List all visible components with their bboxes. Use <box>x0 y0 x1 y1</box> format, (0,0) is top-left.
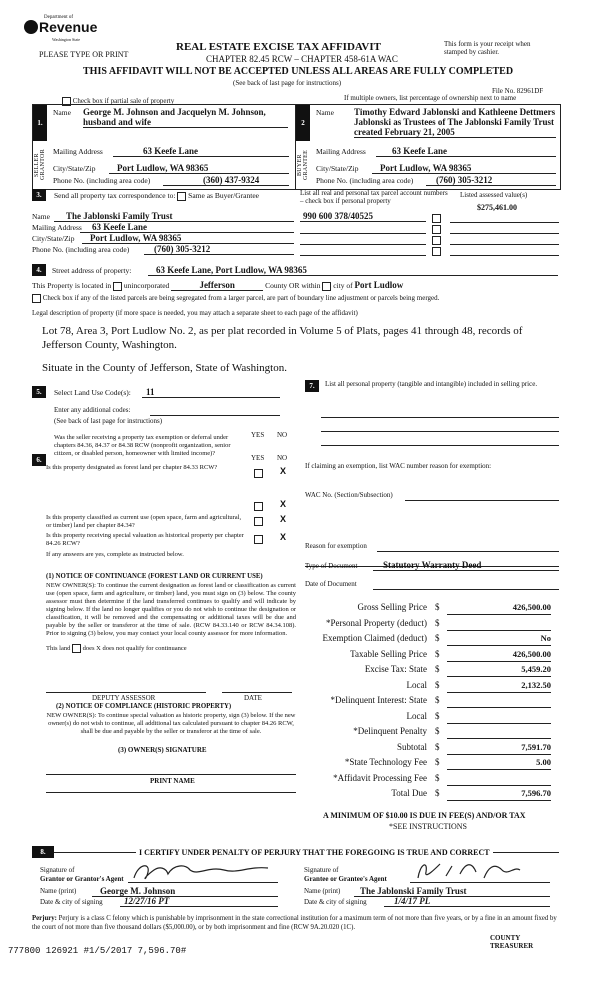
doc-date-field[interactable] <box>373 578 559 590</box>
county-field[interactable]: Jefferson <box>171 280 263 291</box>
buyer-phone-field[interactable]: (760) 305-3212 <box>426 175 556 186</box>
s5-no-mark[interactable]: X <box>280 466 287 476</box>
file-number: File No. 82961DF <box>492 87 544 95</box>
street-label: Street address of property: <box>52 266 132 275</box>
doc-date-label: Date of Document <box>305 580 357 588</box>
additional-codes-label: Enter any additional codes: <box>54 406 131 414</box>
currency-symbol: $ <box>435 679 440 690</box>
grantee-name-label: Name (print) <box>304 887 341 895</box>
exemption-tax-section <box>305 380 559 831</box>
tax-row-amount[interactable]: 2,132.50 <box>447 680 551 693</box>
segregated-label: Check box if any of the listed parcels are being segregated from a larger parcel, are part of boundary line adjustment or parcels being merged. <box>42 294 440 303</box>
reason-label: Reason for exemption <box>305 542 367 550</box>
additional-codes-field[interactable] <box>150 404 280 416</box>
corr-phone-label: Phone No. (including area code) <box>32 245 130 254</box>
location-row <box>32 280 403 291</box>
certify-statement: I CERTIFY UNDER PENALTY OF PERJURY THAT THE FOREGOING IS TRUE AND CORRECT <box>136 848 493 857</box>
logo-line2: Revenue <box>39 19 98 35</box>
see-back-label: (See back of last page for instructions) <box>54 417 163 425</box>
logo-emblem-icon <box>24 20 38 34</box>
correspondence-label-row <box>54 191 259 201</box>
parcel-checkbox-3[interactable] <box>432 235 441 245</box>
tax-row-amount[interactable] <box>447 618 551 631</box>
seller-phone-field[interactable]: (360) 437-9324 <box>163 175 289 186</box>
same-as-buyer-label: Same as Buyer/Grantee <box>188 191 259 200</box>
certification-section <box>32 846 559 950</box>
section-1-number: 1. <box>33 105 47 141</box>
tax-row-label: Local <box>406 710 427 721</box>
currency-symbol: $ <box>435 648 440 659</box>
assessed-line-4 <box>450 244 559 256</box>
historic-question: Is this property receiving special valuation as historical property per chapter 84.26 RCW? <box>46 532 244 547</box>
tax-row-label: Taxable Selling Price <box>350 648 427 659</box>
tax-row-amount[interactable]: No <box>447 633 551 646</box>
s6-q2-no-mark[interactable]: X <box>280 514 287 524</box>
tax-row <box>305 649 559 663</box>
grantor-date-field[interactable]: 12/27/16 PT <box>120 896 278 907</box>
doc-type-label: Type of Document <box>305 562 358 570</box>
grantee-signature-scribble-icon <box>410 858 550 882</box>
currency-symbol: $ <box>435 788 440 798</box>
grantor-sig-label: Signature of <box>40 866 75 874</box>
land-use-label: Select Land Use Code(s): <box>54 388 131 397</box>
correspondence-label: Send all property tax correspondence to: <box>54 191 176 200</box>
s6-q2-yes-checkbox[interactable] <box>254 516 263 526</box>
section-3-number: 3. <box>32 189 46 201</box>
form-warning: THIS AFFIDAVIT WILL NOT BE ACCEPTED UNLESS ALL AREAS ARE FULLY COMPLETED <box>83 66 514 77</box>
owner-signature-line[interactable] <box>46 774 296 775</box>
tax-row-amount[interactable]: 5.00 <box>447 757 551 770</box>
tax-row-label: *Delinquent Interest: State <box>330 695 427 705</box>
tax-row <box>305 742 559 756</box>
seller-section <box>32 104 296 190</box>
buyer-city-label: City/State/Zip <box>316 164 359 173</box>
tax-row-label: *Affidavit Processing Fee <box>333 772 427 783</box>
parcel-line-4[interactable] <box>300 244 426 256</box>
city-checkbox[interactable] <box>322 282 331 291</box>
buyer-city-field[interactable]: Port Ludlow, WA 98365 <box>372 163 556 174</box>
legal-description-text[interactable]: Lot 78, Area 3, Port Ludlow No. 2, as per plat recorded in Volume 5 of Plats, pages 41 through 48, records of Jefferson County, Washington. <box>42 325 523 351</box>
seller-mailing-label: Mailing Address <box>53 147 103 156</box>
form-subtitle: CHAPTER 82.45 RCW – CHAPTER 458-61A WAC <box>206 54 398 64</box>
forest-land-section <box>32 454 296 824</box>
section-2-number: 2 <box>296 105 310 141</box>
tax-row <box>305 664 559 678</box>
tax-row-amount[interactable] <box>447 726 551 739</box>
current-use-question: Is this property classified as current use (open space, farm and agricultural, or timber) land per chapter 84.34? <box>46 514 242 529</box>
personal-property-line-3[interactable] <box>321 434 559 446</box>
seller-city-field[interactable]: Port Ludlow, WA 98365 <box>109 163 289 174</box>
s5-yes-header: YES <box>251 431 265 439</box>
tax-row <box>305 695 559 709</box>
buyer-section <box>295 104 561 190</box>
buyer-phone-label: Phone No. (including area code) <box>316 176 414 185</box>
s6-q1-yes-checkbox[interactable] <box>254 501 263 511</box>
currency-symbol: $ <box>435 772 440 783</box>
correspondence-section <box>32 189 559 255</box>
street-address-field[interactable]: 63 Keefe Lane, Port Ludlow, WA 98365 <box>148 265 558 276</box>
tax-row <box>305 726 559 740</box>
instructions-ref: (See back of last page for instructions) <box>233 79 342 87</box>
same-as-buyer-checkbox[interactable] <box>177 192 186 201</box>
see-instructions-note: *SEE INSTRUCTIONS <box>389 822 468 831</box>
tax-row-amount[interactable]: 7,591.70 <box>447 742 551 755</box>
parcel-number-field[interactable]: 990 600 378/40525 <box>300 211 426 222</box>
tax-row-label: *Personal Property (deduct) <box>326 617 427 628</box>
currency-symbol: $ <box>435 664 440 674</box>
seller-name-field[interactable]: George M. Johnson and Jacquelyn M. Johnson, husband and wife <box>83 107 288 128</box>
parcel-header: List all real and personal tax parcel account numbers – check box if personal property <box>300 189 448 205</box>
notice-continuance-body: NEW OWNER(S): To continue the current designation as forest land or classification as current use (open space, farm and agriculture, or timber) land, you must sign on (3) below. The county assessor must then determine if the land transferred continues to qualify and will indicate by signing below. If the land no longer qualifies or you do not wish to continue the designation or classification, it will be removed and the compensating or additional taxes will be due and payable by the seller or transferor at the time of sale. (RCW 84.33.140 or RCW 84.34.108). Prior to signing (3) below, you may contact your local county assessor for more information. <box>46 582 296 637</box>
unincorporated-checkbox[interactable] <box>113 282 122 291</box>
grantee-signature[interactable] <box>410 858 550 883</box>
forest-question: Is this property designated as forest land per chapter 84.33 RCW? <box>46 464 218 471</box>
currency-symbol: $ <box>435 602 440 612</box>
corr-city-label: City/State/Zip <box>32 234 75 243</box>
tax-row-amount[interactable]: 426,500.00 <box>447 602 551 615</box>
seller-mailing-field[interactable]: 63 Keefe Lane <box>113 146 289 157</box>
tax-row <box>305 618 559 632</box>
does-label: does <box>82 644 95 652</box>
personal-property-line-1[interactable] <box>321 406 559 418</box>
tax-row-amount[interactable] <box>447 773 551 786</box>
s6-q3-yes-checkbox[interactable] <box>254 534 263 544</box>
does-checkbox[interactable] <box>72 644 81 653</box>
perjury-text: Perjury is a class C felony which is punishable by imprisonment in the state correctional institution for a maximum term of not more than five years, or by a fine in an amount fixed by the court of not more than five thousand dollars ($5,000.00), or by both imprisonment and fine (RCW 9A.20.020 (1C). <box>32 915 557 931</box>
corr-city-field[interactable]: Port Ludlow, WA 98365 <box>82 233 294 244</box>
legal-description-label: Legal description of property (if more space is needed, you may attach a separate sheet to each page of the affidavit) <box>32 309 358 317</box>
buyer-side-label: BUYER GRANTEE <box>297 149 309 181</box>
grantor-date-label: Date & city of signing <box>40 898 103 906</box>
county-treasurer-label: COUNTY TREASURER <box>490 934 534 950</box>
seller-name-label: Name <box>53 108 71 117</box>
currency-symbol: $ <box>435 710 440 721</box>
grantee-name-field[interactable]: The Jablonski Family Trust <box>354 886 550 897</box>
buyer-mailing-label: Mailing Address <box>316 147 366 156</box>
grantee-sig-label: Signature of <box>304 866 339 874</box>
tax-row-label: Exemption Claimed (deduct) <box>322 633 427 643</box>
s5-no-header: NO <box>277 431 288 439</box>
located-label: This Property is located in <box>32 281 112 290</box>
section-6-number: 6. <box>32 454 46 466</box>
notice-compliance-body: NEW OWNER(S): To continue special valuation as historic property, sign (3) below. If the new owner(s) do not wish to continue, all additional tax calculated pursuant to chapter 84.26 RCW, shall be due and payable by the seller or transferor at the time of sale. <box>46 712 296 735</box>
s6-q1-no-mark[interactable]: X <box>280 499 287 509</box>
deputy-date-label: DATE <box>244 694 262 702</box>
corr-name-field[interactable]: The Jablonski Family Trust <box>54 211 294 222</box>
currency-symbol: $ <box>435 617 440 628</box>
grantor-agent-label: Grantor or Grantor's Agent <box>40 875 124 883</box>
notice-continuance-title: (1) NOTICE OF CONTINUANCE (FOREST LAND OR CURRENT USE) <box>46 573 263 580</box>
qualify-row <box>46 644 187 653</box>
tax-row-amount[interactable] <box>447 695 551 708</box>
logo-line3: Washington State <box>52 37 81 42</box>
county-or-label: County OR <box>265 281 300 290</box>
grantee-date-label: Date & city of signing <box>304 898 367 906</box>
form-title: REAL ESTATE EXCISE TAX AFFIDAVIT <box>176 41 381 53</box>
seller-phone-label: Phone No. (including area code) <box>53 176 151 185</box>
tax-row-label: Excise Tax: State <box>364 664 427 674</box>
tax-row-label: *State Technology Fee <box>344 757 427 767</box>
unincorporated-label: unincorporated <box>123 281 170 290</box>
perjury-statement <box>32 914 559 932</box>
tax-row <box>305 788 559 802</box>
segregated-row <box>32 294 439 303</box>
tax-row-label: Local <box>406 679 427 690</box>
legal-situate-text[interactable]: Situate in the County of Jefferson, State of Washington. <box>42 362 287 374</box>
buyer-name-field[interactable]: Timothy Edward Jablonski and Kathleene Dettmers Jablonski as Trustees of The Jablonski Family Trust created February 21, 2005 <box>354 107 556 137</box>
tax-row <box>305 633 559 647</box>
grantor-signature-scribble-icon <box>128 860 278 882</box>
buyer-mailing-field[interactable]: 63 Keefe Lane <box>376 146 556 157</box>
receipt-note: This form is your receipt when stamped by cashier. <box>444 40 531 56</box>
doc-type-field[interactable]: Statutory Warranty Deed <box>373 560 559 571</box>
grantor-signature[interactable] <box>128 860 278 883</box>
tax-row <box>305 757 559 771</box>
grantee-date-field[interactable]: 1/4/17 PL <box>384 896 550 907</box>
land-use-field[interactable]: 11 <box>142 387 280 398</box>
segregated-checkbox[interactable] <box>32 294 41 303</box>
if-yes-note: If any answers are yes, complete as instructed below. <box>46 551 184 558</box>
tax-row <box>305 773 559 787</box>
currency-symbol: $ <box>435 757 440 767</box>
property-section <box>32 264 559 384</box>
exemption-label: If claiming an exemption, list WAC number reason for exemption: <box>305 462 492 470</box>
parcel-checkbox-4[interactable] <box>432 246 441 256</box>
assessed-value[interactable]: $275,461.00 <box>477 203 517 212</box>
seller-side-label: SELLER GRANTOR <box>34 149 46 181</box>
print-name-label: PRINT NAME <box>150 777 195 785</box>
section-5-number: 5. <box>32 386 46 398</box>
parcel-checkbox-2[interactable] <box>432 224 441 234</box>
print-name-line[interactable] <box>46 792 296 793</box>
section-8-number: 8. <box>32 846 54 858</box>
does-not-label: X does not qualify for continuance <box>96 644 187 652</box>
notice-compliance-title: (2) NOTICE OF COMPLIANCE (HISTORIC PROPERTY) <box>56 703 232 710</box>
tax-row <box>305 602 559 616</box>
buyer-name-label: Name <box>316 108 334 117</box>
wac-field[interactable] <box>405 489 559 501</box>
tax-row-label: Subtotal <box>396 741 427 752</box>
exemption-question: Was the seller receiving a property tax exemption or deferral under chapters 84.36, 84.37 or 84.38 RCW (nonprofit organization, senior citizen, or disabled person, homeowner with limited income)? <box>54 434 231 457</box>
parcel-checkbox-1[interactable] <box>432 213 441 223</box>
logo-line1: Department of <box>44 15 74 20</box>
section-4-number: 4. <box>32 264 46 276</box>
tax-row-label: Gross Selling Price <box>357 602 427 612</box>
tax-row-label: Total Due <box>391 788 427 798</box>
corr-mailing-field[interactable]: 63 Keefe Lane <box>80 222 294 233</box>
tax-row-label: *Delinquent Penalty <box>353 726 427 736</box>
grantor-name-label: Name (print) <box>40 887 77 895</box>
s6-q3-no-mark[interactable]: X <box>280 532 287 542</box>
currency-symbol: $ <box>435 633 440 643</box>
owner-signature-label: (3) OWNER(S) SIGNATURE <box>118 746 207 754</box>
deputy-date-line[interactable] <box>222 692 292 693</box>
minimum-due-note: A MINIMUM OF $10.00 IS DUE IN FEE(S) AND/OR TAX <box>323 811 526 820</box>
seller-city-label: City/State/Zip <box>53 164 96 173</box>
print-note: PLEASE TYPE OR PRINT <box>39 50 129 59</box>
receipt-stamp: 777800 126921 #1/5/2017 7,596.70# <box>8 946 187 956</box>
corr-phone-field[interactable]: (760) 305-3212 <box>144 244 294 255</box>
perjury-label: Perjury: <box>32 915 57 922</box>
tax-row <box>305 680 559 694</box>
this-land-label: This land <box>46 644 71 652</box>
grantor-name-field[interactable]: George M. Johnson <box>92 886 278 897</box>
within-label: within <box>301 281 321 290</box>
currency-symbol: $ <box>435 741 440 752</box>
multiple-owners-note: If multiple owners, list percentage of ownership next to name <box>344 94 517 102</box>
s6-yes-header: YES <box>251 454 265 462</box>
partial-sale-label: Check box if partial sale of property <box>72 97 175 106</box>
assessed-header: Listed assessed value(s) <box>460 191 528 199</box>
tax-row <box>305 711 559 725</box>
tax-row-amount[interactable]: 5,459.20 <box>447 664 551 677</box>
grantee-agent-label: Grantee or Grantee's Agent <box>304 875 387 883</box>
revenue-logo <box>24 12 98 42</box>
reason-field[interactable] <box>377 540 559 552</box>
tax-row-amount[interactable]: 426,500.00 <box>447 649 551 662</box>
corr-mailing-label: Mailing Address <box>32 223 82 232</box>
deputy-assessor-label: DEPUTY ASSESSOR <box>92 694 156 702</box>
section-7-number: 7. <box>305 380 319 392</box>
corr-name-label: Name <box>32 212 50 221</box>
city-of-label: city of <box>333 281 353 290</box>
tax-row-amount[interactable]: 7,596.70 <box>447 788 551 801</box>
city-field[interactable]: Port Ludlow <box>354 280 404 290</box>
wac-label: WAC No. (Section/Subsection) <box>305 491 393 499</box>
tax-row-amount[interactable] <box>447 711 551 724</box>
deputy-sig-line[interactable] <box>46 692 206 693</box>
currency-symbol: $ <box>435 726 440 736</box>
personal-property-line-2[interactable] <box>321 420 559 432</box>
s6-no-header: NO <box>277 454 288 462</box>
personal-property-label: List all personal property (tangible and intangible) included in selling price. <box>325 380 538 388</box>
currency-symbol: $ <box>435 695 440 705</box>
